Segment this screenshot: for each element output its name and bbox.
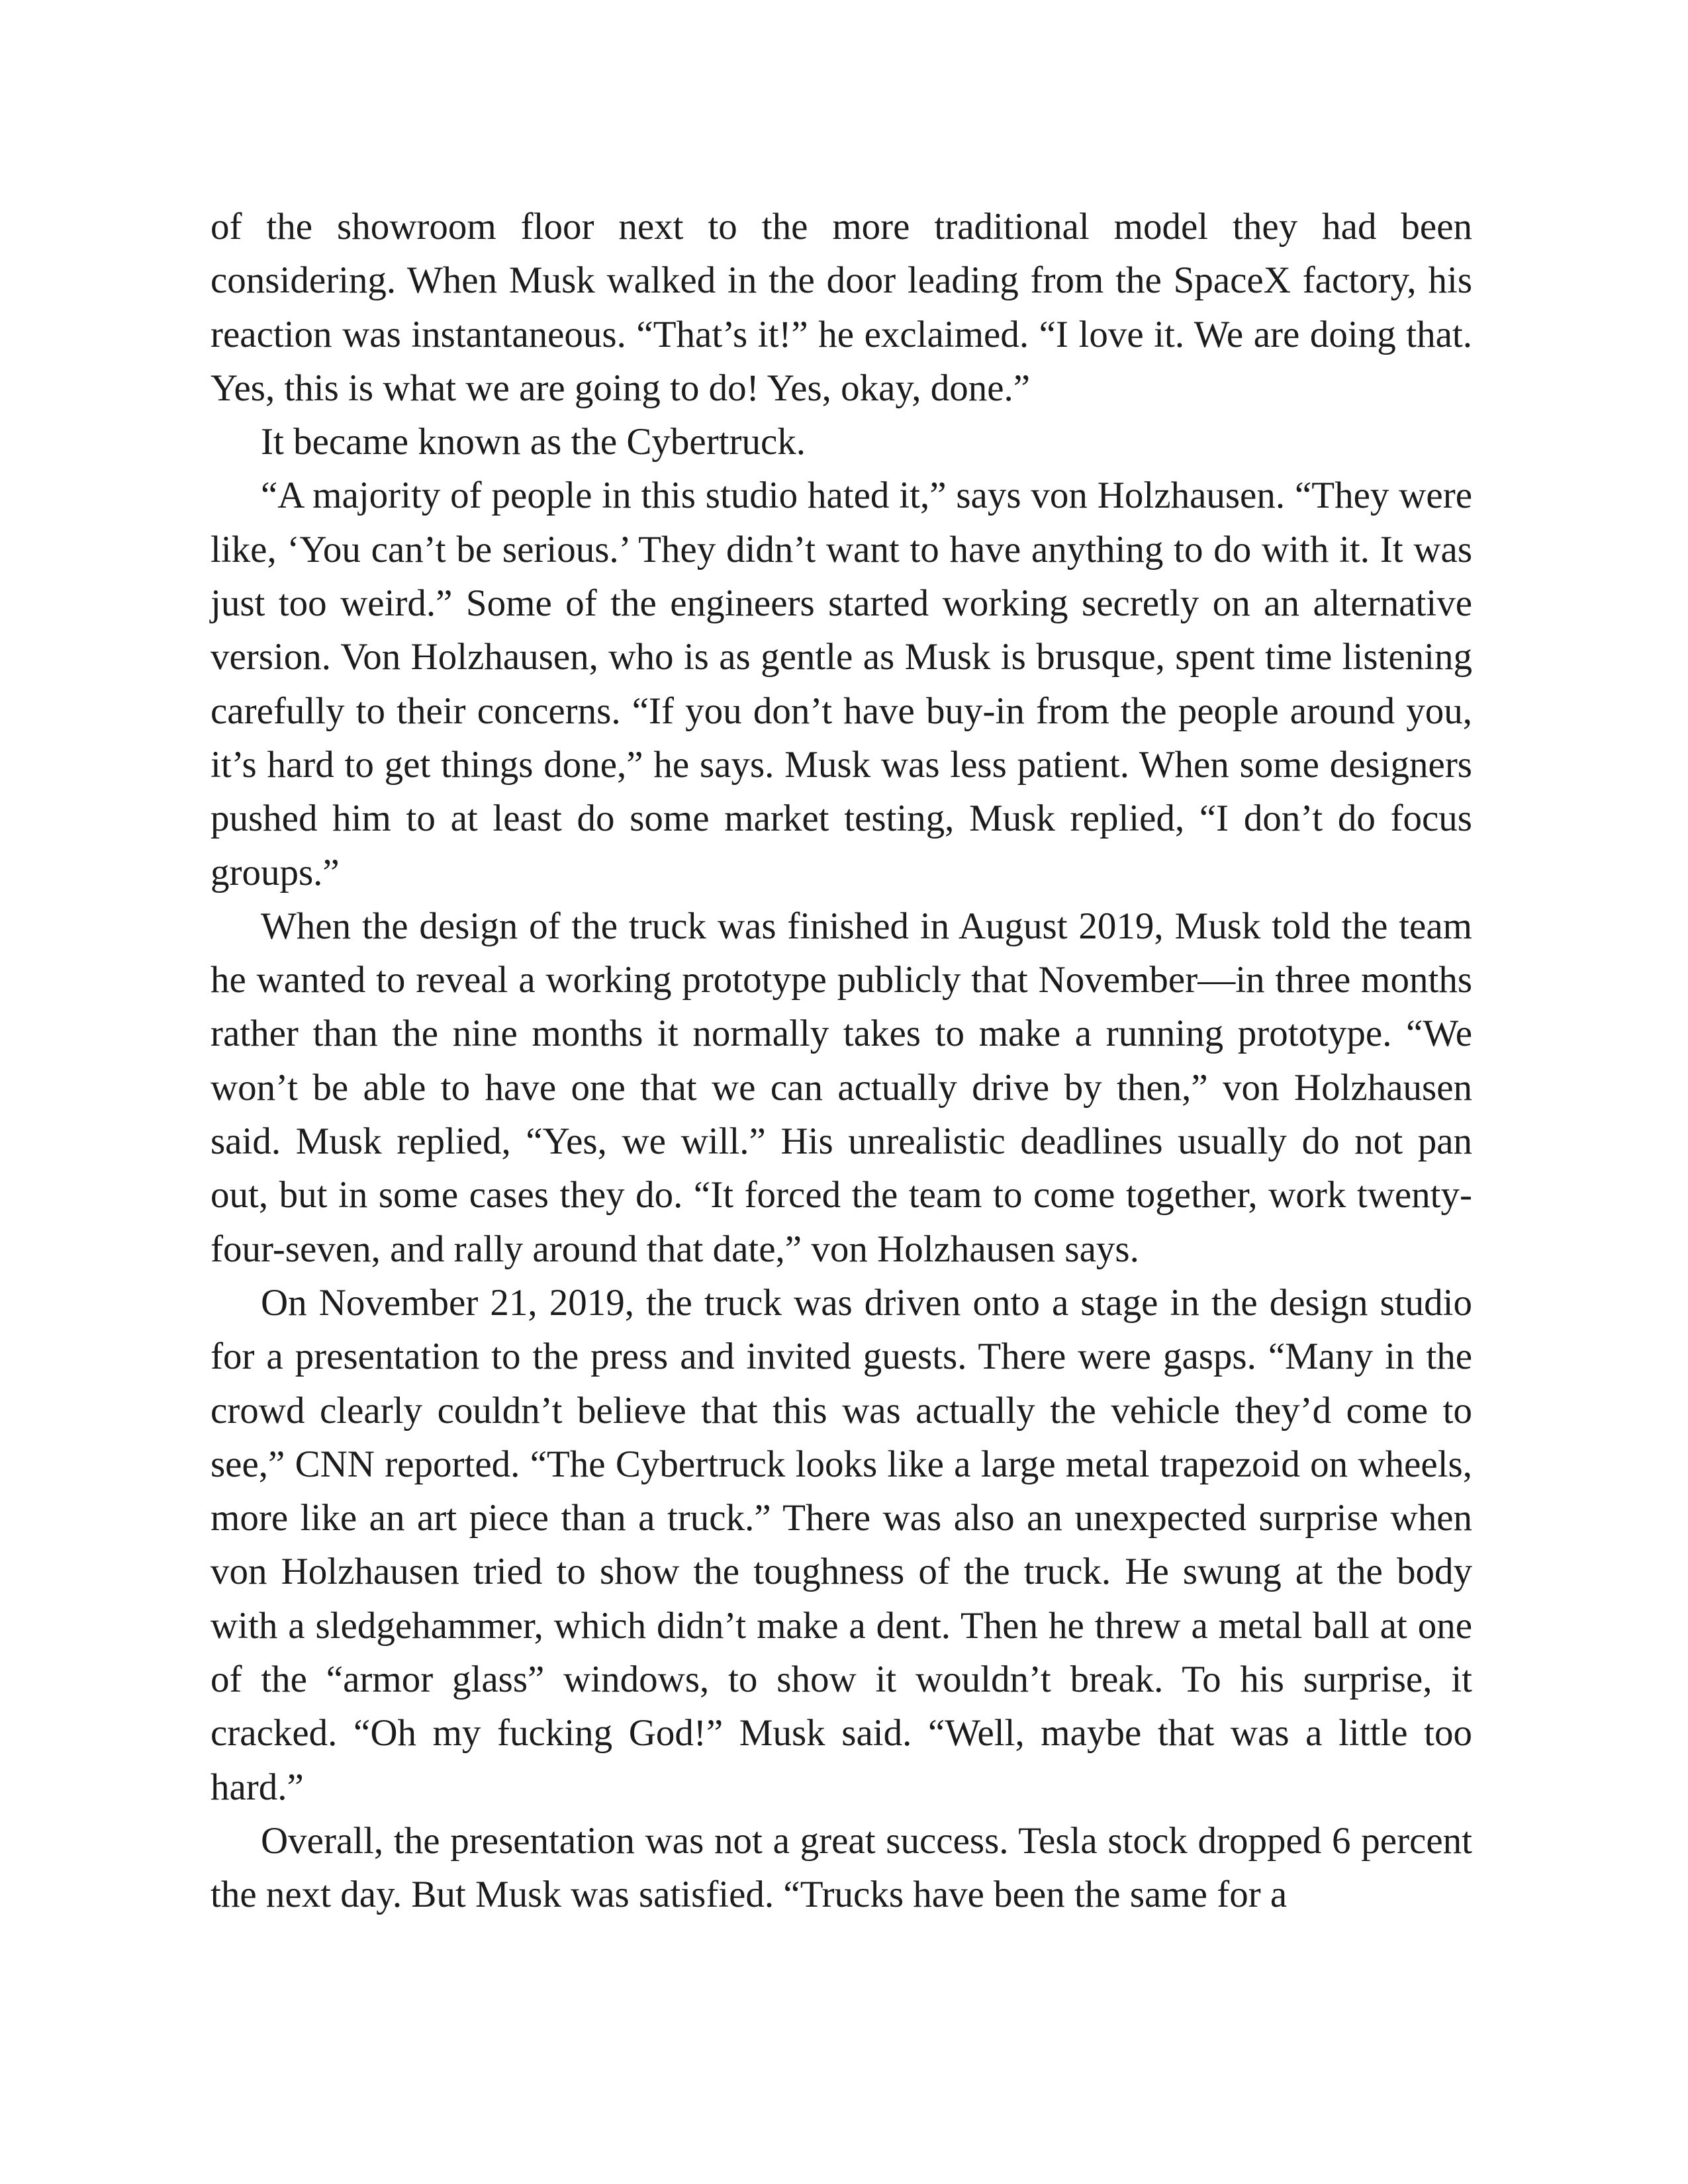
paragraph-presentation: On November 21, 2019, the truck was driven onto a stage in the design studio for a presentation to the press and invited guests. There were gasps. “Many in the crowd clearly couldn’t believe that this was actually the vehicle they’d come to see,” CNN reported. “The Cybertruck looks like a large metal trapezoid on wheels, more like an art piece than a truck.” There was also an unexpected surprise when von Holzhausen tried to show the toughness of the truck. He swung at the body with a sledgehammer, which didn’t make a dent. Then he threw a metal ball at one of the “armor glass” windows, to show it wouldn’t break. To his surprise, it cracked. “Oh my fucking God!” Musk said. “Well, maybe that was a little too hard.” <box>211 1281 1472 1808</box>
paragraph-studio-reaction: “A majority of people in this studio hated it,” says von Holzhausen. “They were like, ‘You can’t be serious.’ They didn’t want to have anything to do with it. It was just too weird.” Some of the engineers started working secretly on an alternative version. Von Holzhausen, who is as gentle as Musk is brusque, spent time listening carefully to their concerns. “If you don’t have buy-in from the people around you, it’s hard to get things done,” he says. Musk was less patient. When some designers pushed him to at least do some market testing, Musk replied, “I don’t do focus groups.” <box>211 475 1472 893</box>
paragraph-prototype-deadline: When the design of the truck was finished in August 2019, Musk told the team he wanted to reveal a working prototype publicly that November—in three months rather than the nine months it normally takes to make a running prototype. “We won’t be able to have one that we can actually drive by then,” von Holzhausen said. Musk replied, “Yes, we will.” His unrealistic deadlines usually do not pan out, but in some cases they do. “It forced the team to come together, work twenty-four-seven, and rally around that date,” von Holzhausen says. <box>211 905 1472 1270</box>
body-text <box>211 200 1472 1922</box>
paragraph-aftermath: Overall, the presentation was not a great success. Tesla stock dropped 6 percent the next day. But Musk was satisfied. “Trucks have been the same for a <box>211 1819 1472 1916</box>
paragraph-cybertruck-name: It became known as the Cybertruck. <box>261 421 806 463</box>
paragraph-continuation: of the showroom floor next to the more traditional model they had been considering. When Musk walked in the door leading from the SpaceX factory, his reaction was instantaneous. “That’s it!” he exclaimed. “I love it. We are doing that. Yes, this is what we are going to do! Yes, okay, done.” <box>211 206 1472 409</box>
